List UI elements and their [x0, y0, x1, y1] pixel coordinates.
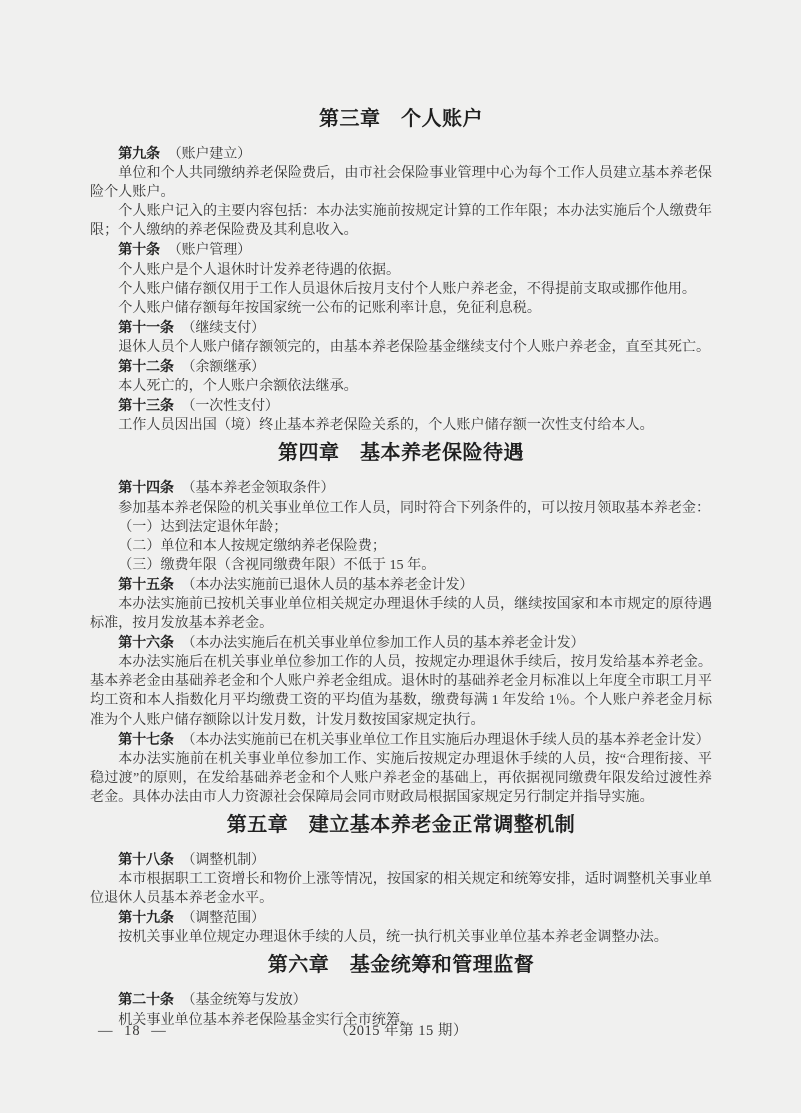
paragraph: 本办法实施前已按机关事业单位相关规定办理退休手续的人员，继续按国家和本市规定的原待遇标准，按月发放基本养老金。	[90, 595, 712, 632]
article-number: 第十三条	[118, 397, 174, 414]
article-number: 第十条	[118, 241, 160, 258]
paragraph: 本办法实施前在机关事业单位参加工作、实施后按规定办理退休手续的人员，按“合理衔接、平稳过渡”的原则，在发给基础养老金和个人账户养老金的基础上，再依据视同缴费年限发给过渡性养老金。具体办法由市人力资源社会保障局会同市财政局根据国家规定另行制定并指导实施。	[90, 750, 712, 805]
article-heading	[90, 908, 712, 928]
article-heading	[90, 240, 712, 260]
list-item: （二）单位和本人按规定缴纳养老保险费；	[118, 537, 386, 554]
chapter-heading: 第三章 个人账户	[319, 108, 483, 130]
article-title: （账户管理）	[167, 242, 251, 259]
paragraph: 工作人员因出国（境）终止基本养老保险关系的，个人账户储存额一次性支付给本人。	[118, 417, 654, 434]
page-footer	[90, 1021, 712, 1041]
article-number: 第十二条	[118, 358, 174, 375]
paragraph: 参加基本养老保险的机关事业单位工作人员，同时符合下列条件的，可以按月领取基本养老金：	[118, 499, 711, 516]
article-title: （账户建立）	[167, 146, 251, 162]
chapter-heading: 第四章 基本养老保险待遇	[278, 442, 524, 465]
article-title: （本办法实施前已在机关事业单位工作且实施后办理退休手续人员的基本养老金计发）	[181, 731, 710, 748]
paragraph: 单位和个人共同缴纳养老保险费后，由市社会保险事业管理中心为每个工作人员建立基本养老保险个人账户。	[90, 165, 712, 201]
article-title: （基本养老金领取条件）	[181, 480, 335, 497]
paragraph: 退休人员个人账户储存额领完的，由基本养老保险基金继续支付个人账户养老金，直至其死亡。	[118, 338, 711, 355]
article-number: 第十七条	[118, 730, 174, 747]
article-number: 第九条	[118, 145, 160, 161]
document-body	[90, 101, 712, 1030]
chapter-heading: 第六章 基金统筹和管理监督	[267, 954, 535, 977]
paragraph: 个人账户储存额每年按国家统一公布的记账利率计息，免征利息税。	[118, 299, 541, 316]
article-number: 第十四条	[118, 479, 174, 496]
article-heading	[90, 850, 712, 870]
article-title: （继续支付）	[181, 319, 265, 336]
article-number: 第二十条	[118, 991, 174, 1008]
article-title: （调整范围）	[181, 910, 265, 927]
article-heading	[90, 318, 712, 338]
paragraph: 个人账户储存额仅用于工作人员退休后按月支付个人账户养老金，不得提前支取或挪作他用。	[118, 280, 697, 297]
paragraph: 本人死亡的，个人账户余额依法继承。	[118, 378, 358, 395]
paragraph: 按机关事业单位规定办理退休手续的人员，统一执行机关事业单位基本养老金调整办法。	[118, 929, 668, 946]
article-heading	[90, 990, 712, 1010]
article-title: （一次性支付）	[181, 398, 279, 415]
article-heading	[90, 575, 712, 595]
article-number: 第十五条	[118, 575, 174, 592]
paragraph: 个人账户是个人退休时计发养老待遇的依据。	[118, 261, 401, 278]
chapter-heading: 第五章 建立基本养老金正常调整机制	[226, 814, 576, 836]
article-heading	[90, 396, 712, 416]
article-title: （调整机制）	[181, 852, 265, 868]
article-number: 第十九条	[118, 909, 174, 926]
article-title: （本办法实施前已退休人员的基本养老金计发）	[181, 576, 474, 593]
article-heading	[90, 633, 712, 653]
issue-label: （2015 年第 15 期）	[334, 1023, 468, 1039]
paragraph: 机关事业单位基本养老保险基金实行全市统筹。	[118, 1011, 415, 1028]
article-title: （基金统筹与发放）	[181, 992, 307, 1009]
article-title: （余额继承）	[181, 359, 265, 376]
article-heading	[90, 478, 712, 498]
article-heading	[90, 144, 712, 164]
paragraph: 个人账户记入的主要内容包括：本办法实施前按规定计算的工作年限；本办法实施后个人缴费年限；个人缴纳的养老保险费及其利息收入。	[90, 203, 712, 239]
list-item: （一）达到法定退休年龄；	[118, 518, 288, 535]
article-number: 第十一条	[118, 318, 174, 335]
article-title: （本办法实施后在机关事业单位参加工作人员的基本养老金计发）	[181, 635, 585, 652]
paragraph: 本办法实施后在机关事业单位参加工作的人员，按规定办理退休手续后，按月发给基本养老金。基本养老金由基础养老金和个人账户养老金组成。退休时的基础养老金月标准以上年度全市职工月平均工资和本人指数化月平均缴费工资的平均值为基数，缴费每满 1 年发给 1％。个人账户养老金月标准为个人账户储存额除以计发月数，计发月数按国家规定执行。	[90, 654, 712, 728]
page-number: — 18 —	[98, 1023, 167, 1039]
article-heading	[90, 730, 712, 750]
list-item: （三）缴费年限（含视同缴费年限）不低于 15 年。	[118, 556, 436, 573]
article-number: 第十六条	[118, 634, 174, 651]
article-heading	[90, 357, 712, 377]
article-number: 第十八条	[118, 851, 174, 867]
paragraph: 本市根据职工工资增长和物价上涨等情况，按国家的相关规定和统筹安排，适时调整机关事业单位退休人员基本养老金水平。	[90, 871, 712, 907]
